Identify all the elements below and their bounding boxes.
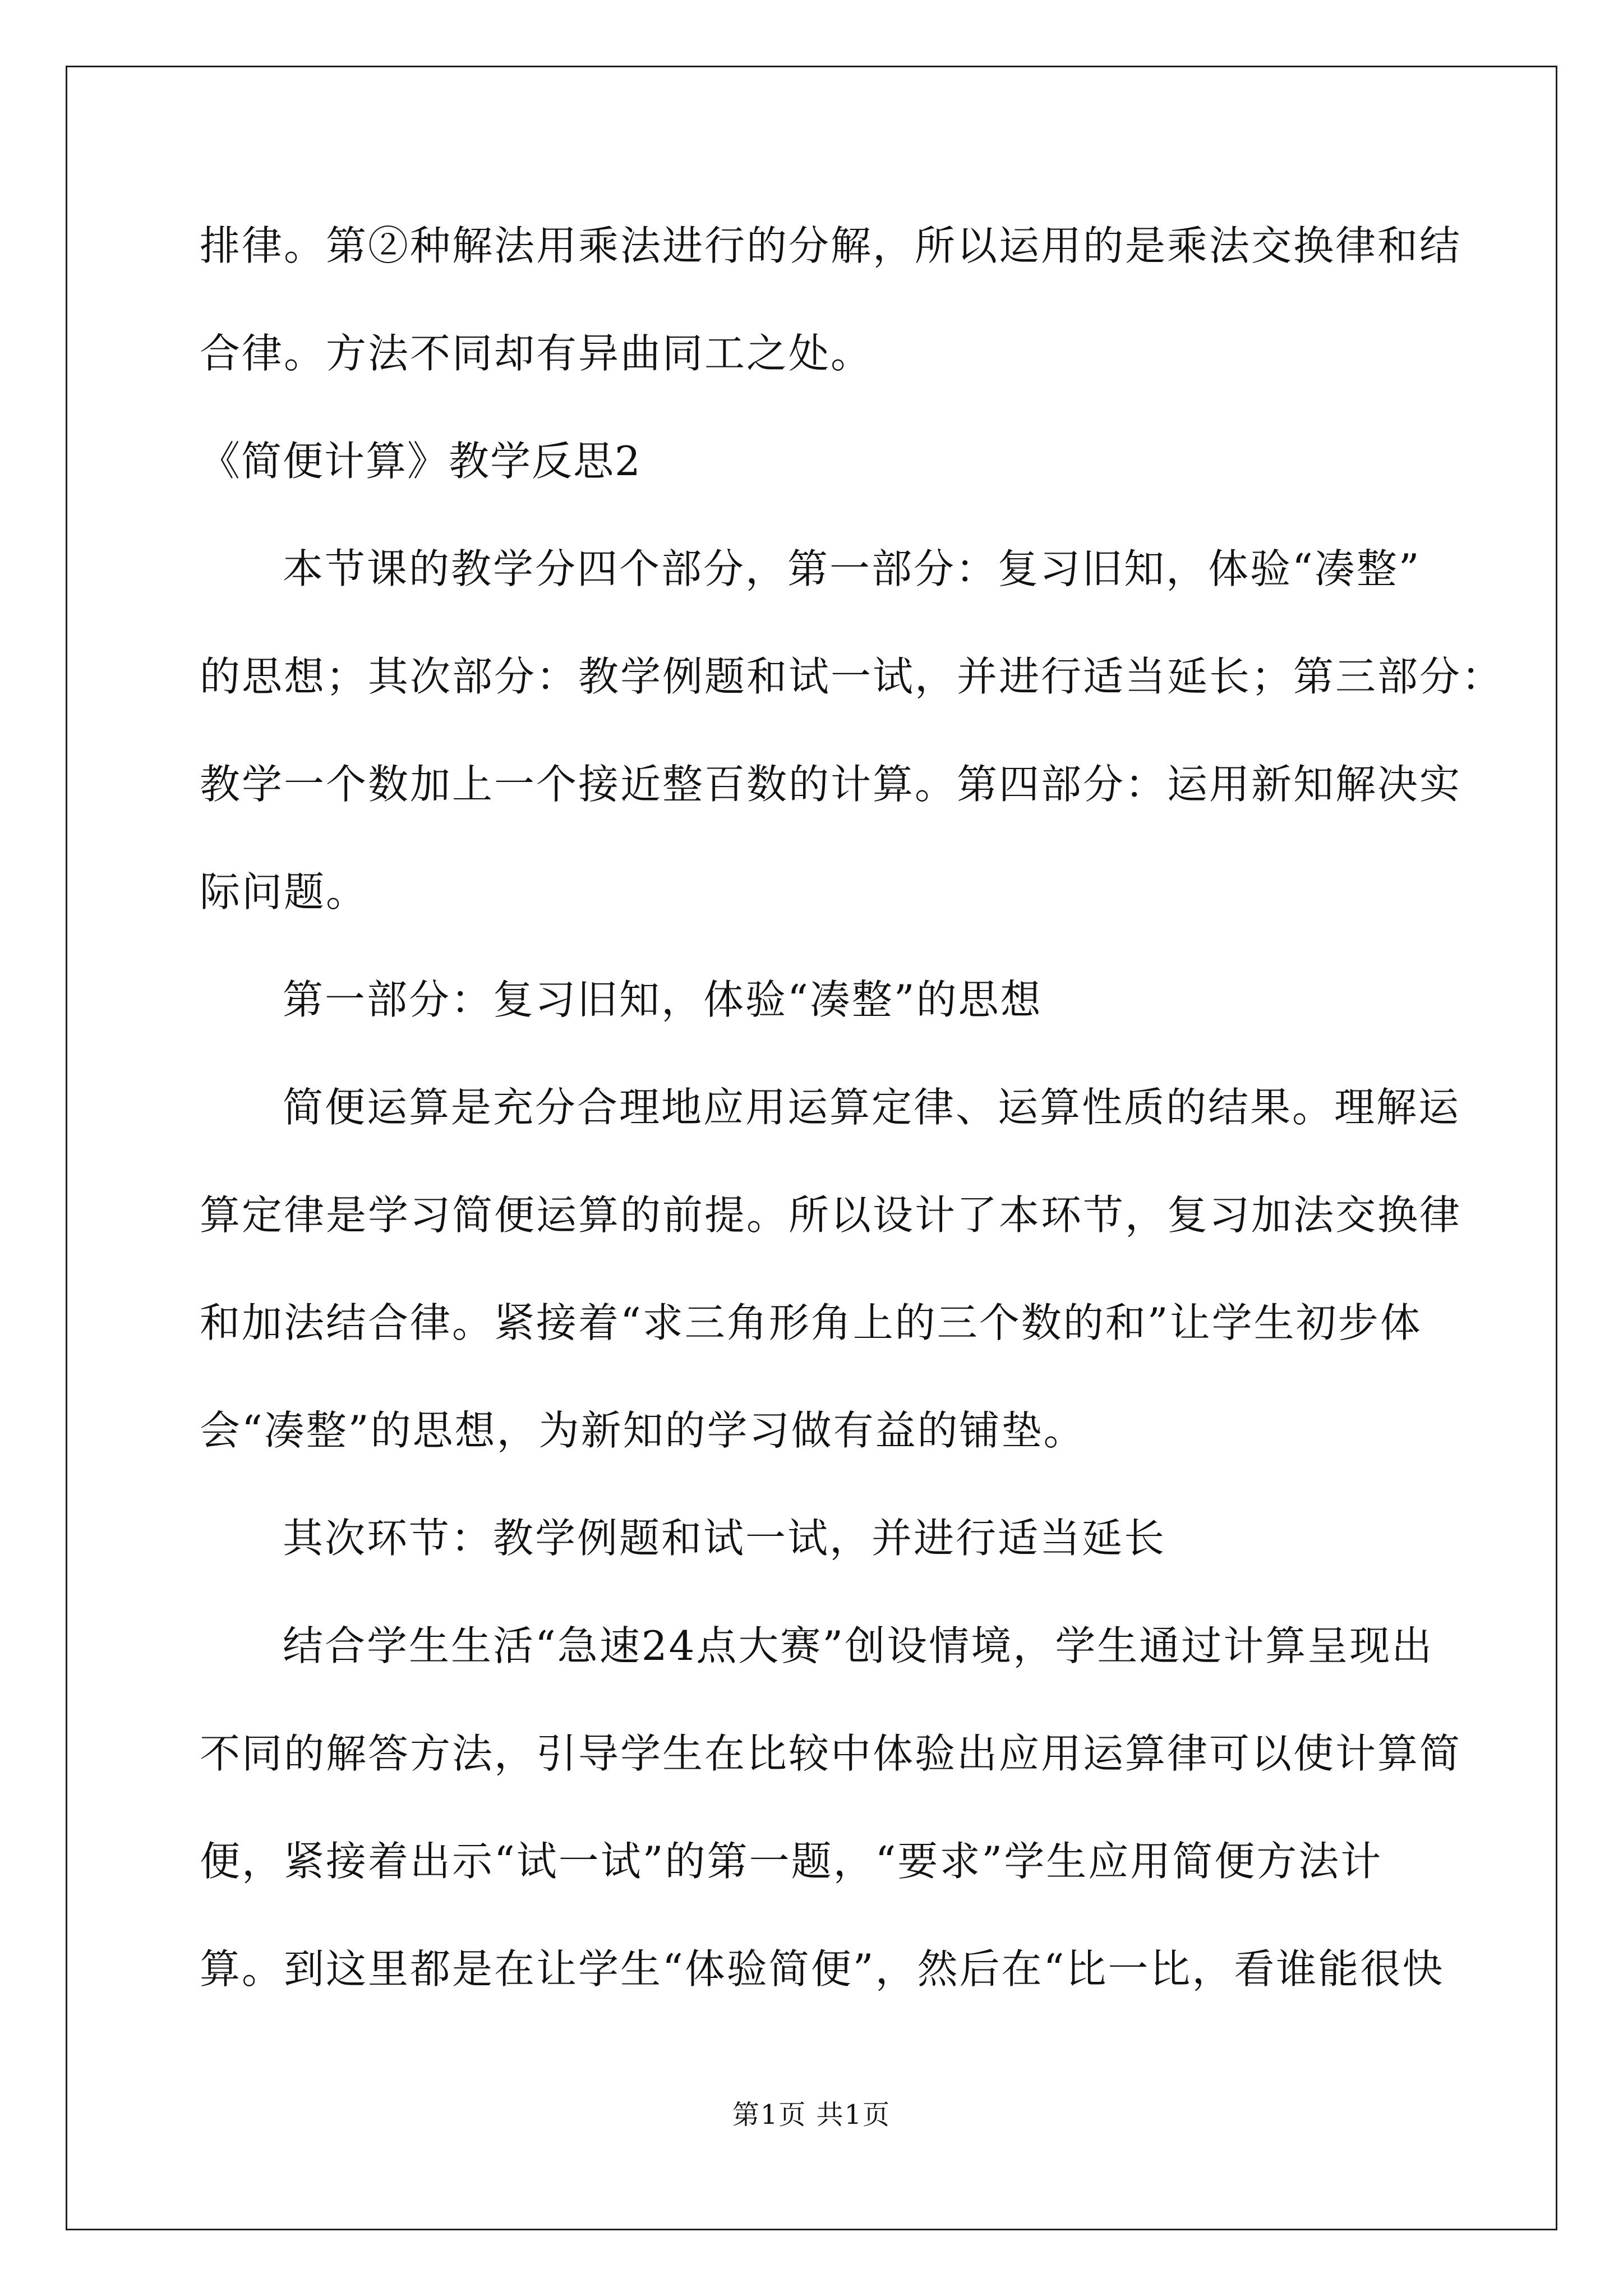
- text-line: 本节课的教学分四个部分，第一部分：复习旧知，体验“凑整”: [283, 545, 1421, 592]
- section-title: 《简便计算》教学反思2: [200, 438, 642, 485]
- text-line: 便，紧接着出示“试一试”的第一题，“要求”学生应用简便方法计: [200, 1838, 1383, 1885]
- text-line: 简便运算是充分合理地应用运算定律、运算性质的结果。理解运: [283, 1084, 1461, 1131]
- text-line: 不同的解答方法，引导学生在比较中体验出应用运算律可以使计算简: [200, 1730, 1462, 1777]
- text-line: 算。到这里都是在让学生“体验简便”，然后在“比一比，看谁能很快: [200, 1945, 1445, 1993]
- text-line: 结合学生生活“急速24点大赛”创设情境，学生通过计算呈现出: [283, 1622, 1434, 1669]
- subheading: 第一部分：复习旧知，体验“凑整”的思想: [283, 976, 1043, 1023]
- page-footer: 第1页 共1页: [732, 2099, 891, 2131]
- text-line: 的思想；其次部分：教学例题和试一试，并进行适当延长；第三部分：: [200, 653, 1504, 700]
- subheading: 其次环节：教学例题和试一试，并进行适当延长: [283, 1515, 1166, 1562]
- text-line: 会“凑整”的思想，为新知的学习做有益的铺垫。: [200, 1407, 1086, 1454]
- text-line: 算定律是学习简便运算的前提。所以设计了本环节，复习加法交换律: [200, 1191, 1462, 1239]
- text-line: 际问题。: [200, 868, 368, 915]
- page-border: [66, 66, 1557, 2230]
- text-line: 教学一个数加上一个接近整百数的计算。第四部分：运用新知解决实: [200, 761, 1462, 808]
- text-line: 和加法结合律。紧接着“求三角形角上的三个数的和”让学生初步体: [200, 1299, 1422, 1346]
- text-line: 排律。第②种解法用乘法进行的分解，所以运用的是乘法交换律和结: [200, 222, 1462, 269]
- text-line: 合律。方法不同却有异曲同工之处。: [200, 330, 873, 377]
